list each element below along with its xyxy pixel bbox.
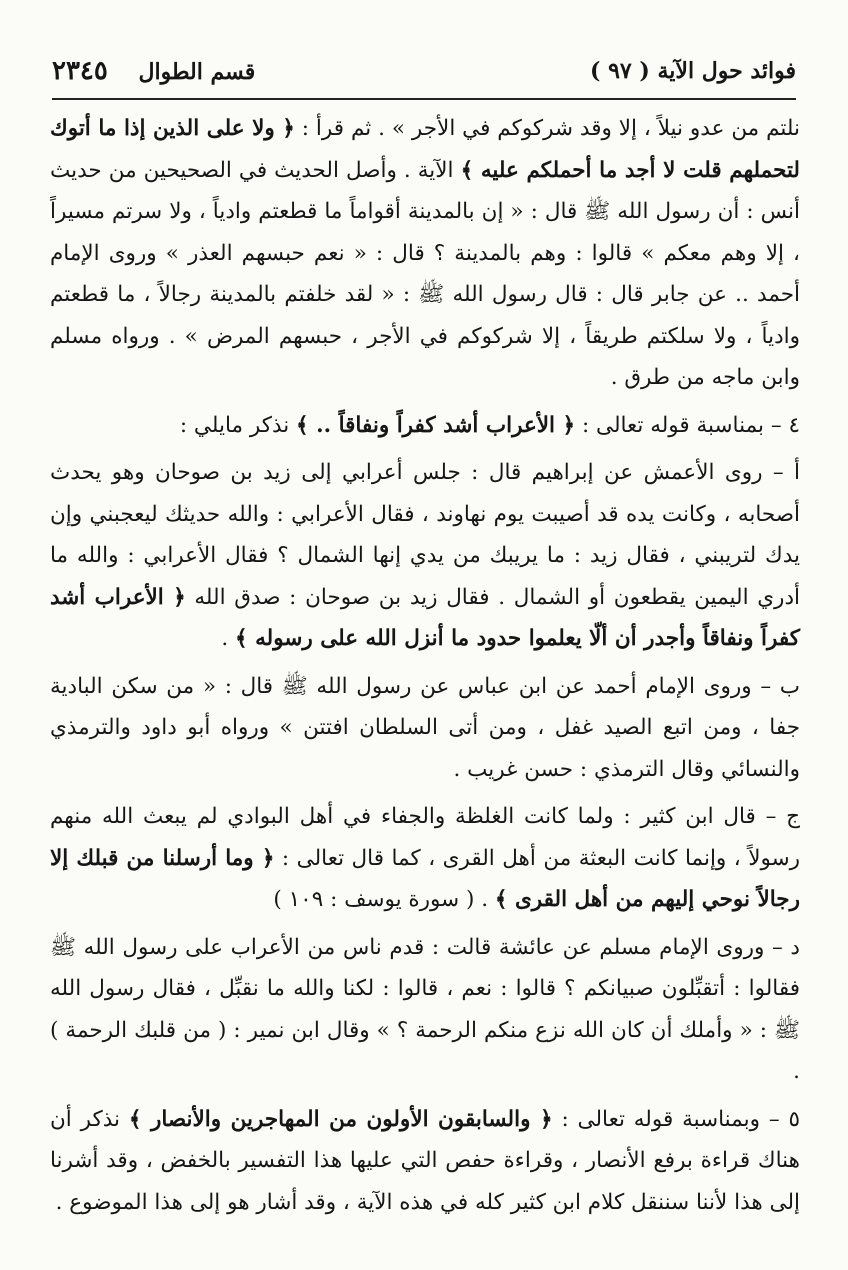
section-name: قسم الطوال bbox=[138, 59, 256, 85]
paragraph-text: الآية . وأصل الحديث في الصحيحين من حديث أنس : أن رسول الله ﷺ قال : « إن بالمدينة أقواماً ما قطعتم وادياً ، ولا سرتم مسيراً ، إلا وهم معكم » قالوا : وهم بالمدينة ؟ قال : « نعم حبسهم العذر » وروى الإمام أحمد .. عن جابر قال : قال رسول الله ﷺ : « لقد خلفتم بالمدينة رجالاً ، ما قطعتم وادياً ، ولا سلكتم طريقاً ، إلا شركوكم في الأجر ، حبسهم المرض » . ورواه مسلم وابن ماجه من طرق . bbox=[50, 157, 800, 390]
paragraph bbox=[50, 452, 800, 660]
quran-quote: ﴿ وما أرسلنا من قبلك إلا رجالاً نوحي إليهم من أهل القرى ﴾ bbox=[50, 845, 800, 912]
paragraph bbox=[50, 108, 800, 399]
running-title: فوائد حول الآية ( ٩٧ ) bbox=[590, 58, 796, 84]
paragraph bbox=[50, 405, 800, 447]
paragraph-text: نذكر أن هناك قراءة برفع الأنصار ، وقراءة حفص التي عليها هذا التفسير بالخفض ، وقد أشرنا إلى هذا لأننا سننقل كلام ابن كثير كله في هذه الآية ، وقد أشار هو إلى هذا الموضوع . bbox=[50, 1106, 800, 1215]
paragraph-text: . bbox=[221, 626, 236, 651]
paragraph-text: نلتم من عدو نيلاً ، إلا وقد شركوكم في الأجر » . ثم قرأ : bbox=[294, 116, 800, 141]
paragraph bbox=[50, 796, 800, 921]
quran-quote: ﴿ والسابقون الأولون من المهاجرين والأنصار ﴾ bbox=[128, 1106, 553, 1132]
paragraph-text: د – وروى الإمام مسلم عن عائشة قالت : قدم ناس من الأعراب على رسول الله ﷺ فقالوا : أتقبِّلون صبيانكم ؟ قالوا : نعم ، قالوا : لكنا والله ما نقبِّل ، فقال رسول الله ﷺ : « وأملك أن كان الله نزع منكم الرحمة ؟ » وقال ابن نمير : ( من قلبك الرحمة ) . bbox=[50, 934, 800, 1084]
paragraph-text: . ( سورة يوسف : ١٠٩ ) bbox=[273, 887, 495, 912]
paragraph-text: ب – وروى الإمام أحمد عن ابن عباس عن رسول الله ﷺ قال : « من سكن البادية جفا ، ومن اتبع الصيد غفل ، ومن أتى السلطان افتتن » ورواه أبو داود والترمذي والنسائي وقال الترمذي : حسن غريب . bbox=[50, 673, 800, 782]
body-text bbox=[50, 108, 800, 1229]
quran-quote: ﴿ ولا على الذين إذا ما أتوك لتحملهم قلت لا أجد ما أحملكم عليه ﴾ bbox=[50, 116, 800, 183]
paragraph-text: أ – روى الأعمش عن إبراهيم قال : جلس أعرابي إلى زيد بن صوحان وهو يحدث أصحابه ، وكانت يده قد أصيبت يوم نهاوند ، فقال الأعرابي : والله حديثك ليعجبني وإن يدك لتريبني ، فقال زيد : ما يريبك من يدي إنها الشمال ؟ فقال الأعرابي : والله ما أدري اليمين يقطعون أو الشمال . فقال زيد بن صوحان : صدق الله bbox=[50, 460, 800, 610]
header-rule bbox=[52, 98, 796, 100]
page-header bbox=[52, 52, 796, 90]
section-title bbox=[52, 56, 255, 86]
paragraph-text: نذكر مايلي : bbox=[179, 412, 297, 438]
paragraph bbox=[50, 1099, 800, 1224]
page-number: ٢٣٤٥ bbox=[52, 56, 108, 86]
paragraph-text: ٤ – بمناسبة قوله تعالى : bbox=[575, 412, 800, 438]
paragraph bbox=[50, 927, 800, 1093]
paragraph-text: ٥ – وبمناسبة قوله تعالى : bbox=[552, 1106, 801, 1132]
paragraph bbox=[50, 666, 800, 791]
paragraph-text: ج – قال ابن كثير : ولما كانت الغلظة والجفاء في أهل البوادي لم يبعث الله منهم رسولاً ، وإنما كانت البعثة من أهل القرى ، كما قال تعالى : bbox=[50, 804, 800, 871]
quran-quote: ﴿ الأعراب أشد كفراً ونفاقاً .. ﴾ bbox=[296, 412, 576, 438]
quran-quote: ﴿ الأعراب أشد كفراً ونفاقاً وأجدر أن ألّا يعلموا حدود ما أنزل الله على رسوله ﴾ bbox=[50, 584, 800, 651]
